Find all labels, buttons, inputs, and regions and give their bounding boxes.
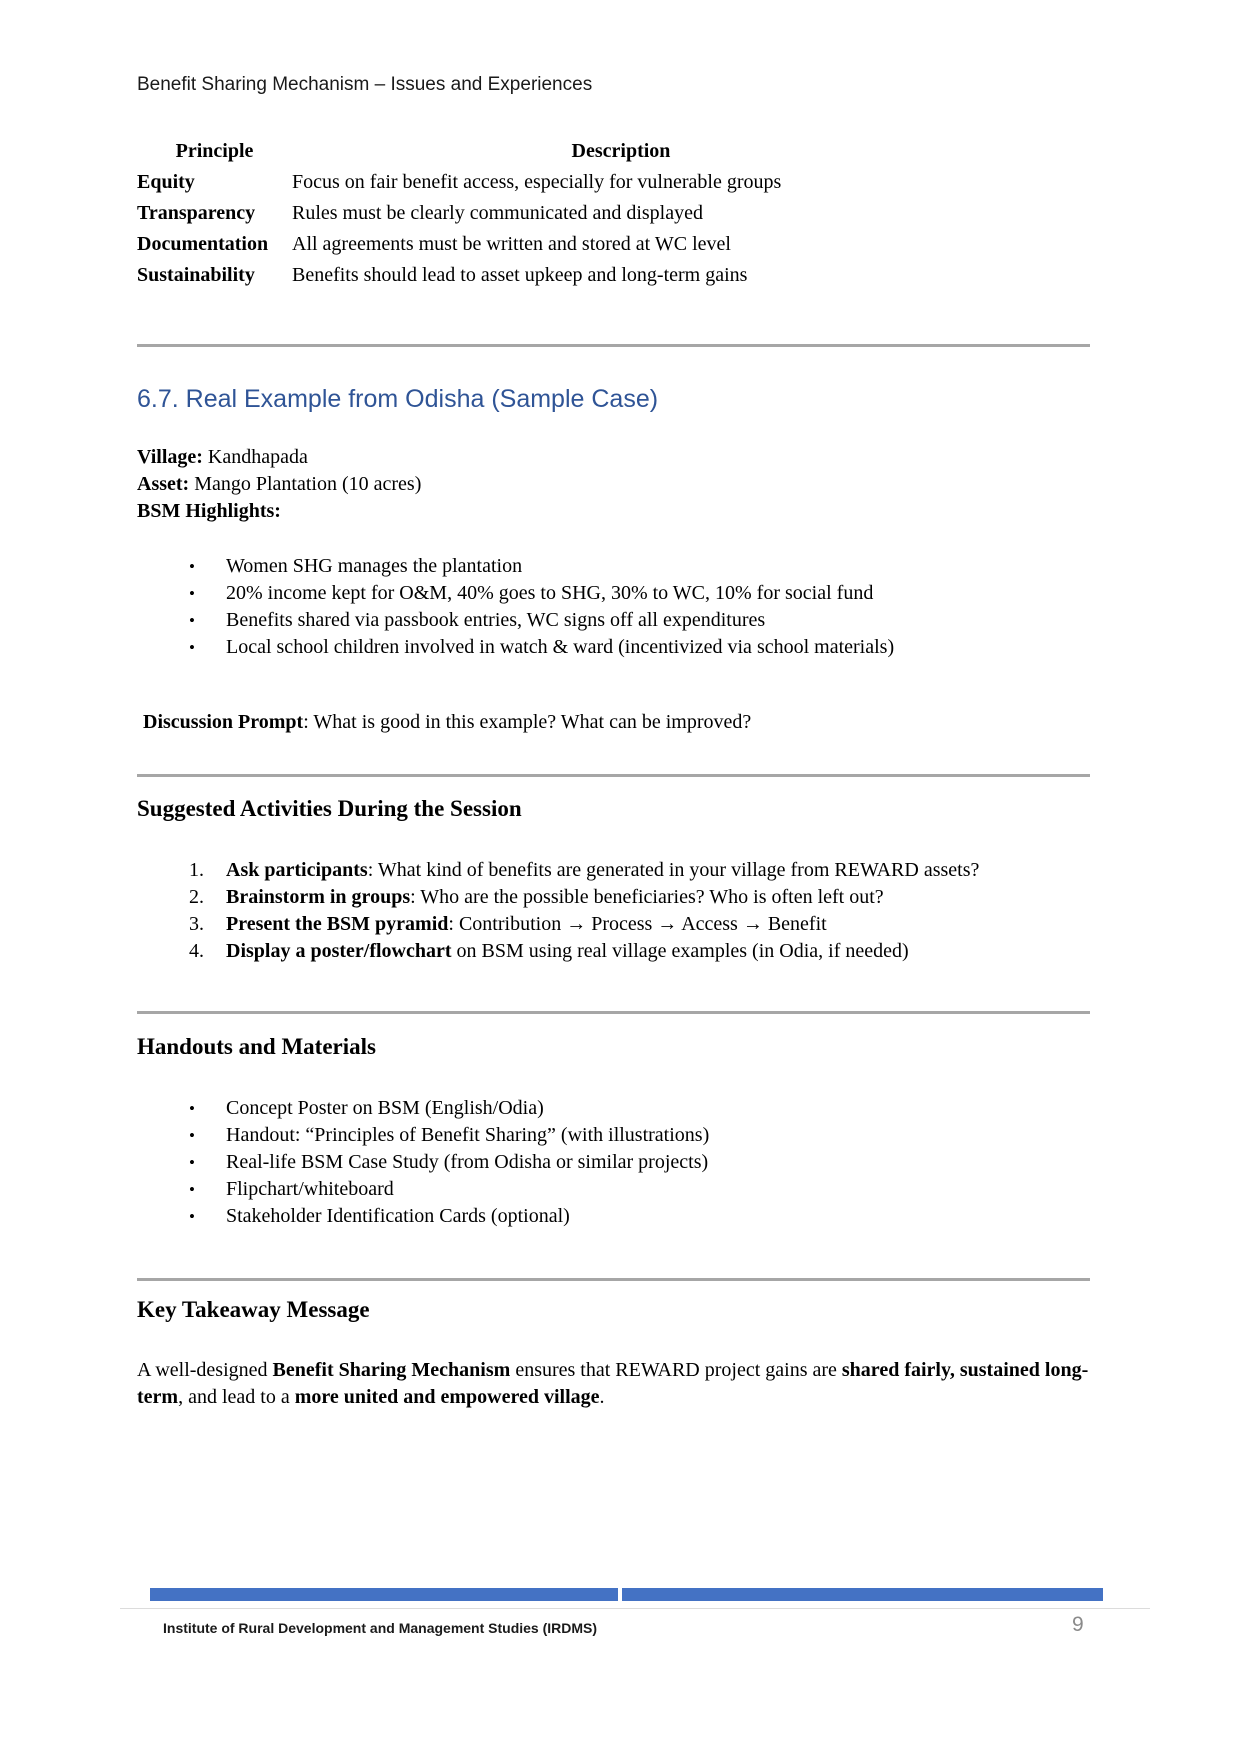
- list-item-text: Benefits shared via passbook entries, WC signs off all expenditures: [226, 609, 766, 631]
- list-item-text: [226, 884, 884, 911]
- footer-organization: Institute of Rural Development and Management Studies (IRDMS): [163, 1620, 598, 1636]
- table-row: [137, 229, 950, 260]
- table-row: [137, 260, 950, 291]
- list-item: [189, 553, 1090, 580]
- table-row: [137, 167, 950, 198]
- list-item: [189, 1203, 1090, 1230]
- list-item: [189, 1122, 1090, 1149]
- list-item-text: Stakeholder Identification Cards (optional): [226, 1205, 570, 1227]
- list-item-text: Women SHG manages the plantation: [226, 555, 523, 577]
- table-header-row: [137, 136, 950, 167]
- footer-accent-bar: [150, 1588, 1103, 1601]
- bullet-icon: •: [189, 1153, 195, 1172]
- bullet-icon: •: [189, 557, 195, 576]
- discussion-prompt-label: Discussion Prompt: [143, 711, 304, 733]
- asset-label: Asset:: [137, 473, 190, 495]
- section-divider: [137, 1011, 1090, 1014]
- footer-accent-bar-segment: [150, 1588, 618, 1601]
- takeaway-text: .: [599, 1386, 605, 1408]
- village-value: Kandhapada: [207, 446, 308, 468]
- takeaway-text-bold: more united and empowered village: [294, 1386, 600, 1408]
- description-cell: Rules must be clearly communicated and displayed: [292, 202, 703, 224]
- list-item-text: Handout: “Principles of Benefit Sharing” (with illustrations): [226, 1124, 710, 1146]
- list-item-text: [226, 938, 909, 965]
- list-number: 2.: [189, 886, 204, 908]
- footer-accent-bar-segment: [622, 1588, 1103, 1601]
- description-cell: Benefits should lead to asset upkeep and long-term gains: [292, 264, 748, 286]
- principles-table: [137, 136, 950, 291]
- page-content: [137, 0, 1090, 1411]
- section-heading-activities: Suggested Activities During the Session: [137, 796, 522, 821]
- section-heading-takeaway: Key Takeaway Message: [137, 1297, 370, 1322]
- list-item: [189, 580, 1090, 607]
- takeaway-text: , and lead to a: [178, 1386, 295, 1408]
- bullet-icon: •: [189, 1180, 195, 1199]
- list-item: [189, 634, 1090, 661]
- list-number: 3.: [189, 913, 204, 935]
- activities-list: [137, 857, 1090, 965]
- list-item-rest: : Who are the possible beneficiaries? Who is often left out?: [410, 886, 884, 908]
- asset-value: Mango Plantation (10 acres): [194, 473, 422, 495]
- list-item-text: Local school children involved in watch & ward (incentivized via school materials): [226, 636, 895, 658]
- principle-cell: Transparency: [137, 202, 256, 224]
- section-heading-odisha-example: 6.7. Real Example from Odisha (Sample Case): [137, 385, 659, 413]
- list-item-text: Real-life BSM Case Study (from Odisha or similar projects): [226, 1151, 709, 1173]
- takeaway-paragraph: [137, 1357, 1090, 1411]
- list-item: [189, 938, 1090, 965]
- list-number: 4.: [189, 940, 204, 962]
- section-divider: [137, 774, 1090, 777]
- asset-line: [137, 471, 1090, 498]
- bullet-icon: •: [189, 638, 195, 657]
- list-item-lead: Display a poster/flowchart: [226, 940, 452, 962]
- list-item-text: [226, 857, 979, 884]
- bullet-icon: •: [189, 1099, 195, 1118]
- list-item-text: 20% income kept for O&M, 40% goes to SHG, 30% to WC, 10% for social fund: [226, 582, 874, 604]
- list-item-rest: : What kind of benefits are generated in your village from REWARD assets?: [367, 859, 980, 881]
- list-item-lead: Ask participants: [226, 859, 368, 881]
- village-label: Village:: [137, 446, 203, 468]
- list-item-lead: Brainstorm in groups: [226, 886, 411, 908]
- takeaway-text: A well-designed: [137, 1359, 273, 1381]
- list-item-rest: : Contribution → Process → Access → Benefit: [448, 913, 827, 935]
- list-item: [189, 1176, 1090, 1203]
- bullet-icon: •: [189, 1126, 195, 1145]
- section-divider: [137, 1278, 1090, 1281]
- table-header-principle: Principle: [175, 140, 254, 162]
- list-item: [189, 911, 1090, 938]
- bullet-icon: •: [189, 1207, 195, 1226]
- list-number: 1.: [189, 859, 204, 881]
- table-row: [137, 198, 950, 229]
- bullet-icon: •: [189, 611, 195, 630]
- section-divider: [137, 344, 1090, 347]
- principle-cell: Equity: [137, 171, 195, 193]
- list-item-rest: on BSM using real village examples (in Odia, if needed): [451, 940, 909, 962]
- description-cell: Focus on fair benefit access, especially for vulnerable groups: [292, 171, 782, 193]
- list-item-lead: Present the BSM pyramid: [226, 913, 449, 935]
- list-item: [189, 1095, 1090, 1122]
- discussion-prompt-text: : What is good in this example? What can be improved?: [303, 711, 752, 733]
- example-details: [137, 444, 1090, 525]
- list-item: [189, 607, 1090, 634]
- bullet-icon: •: [189, 584, 195, 603]
- principle-cell: Sustainability: [137, 264, 255, 286]
- list-item: [189, 1149, 1090, 1176]
- list-item-text: [226, 911, 827, 938]
- document-header: Benefit Sharing Mechanism – Issues and Experiences: [137, 74, 593, 95]
- highlights-label: BSM Highlights:: [137, 500, 281, 522]
- page-number: 9: [1072, 1613, 1084, 1636]
- handouts-list: [137, 1095, 1090, 1230]
- list-item: [189, 857, 1090, 884]
- footer-divider: [120, 1608, 1150, 1609]
- highlights-label-line: [137, 498, 1090, 525]
- principle-cell: Documentation: [137, 233, 269, 255]
- list-item-text: Flipchart/whiteboard: [226, 1178, 394, 1200]
- list-item: [189, 884, 1090, 911]
- village-line: [137, 444, 1090, 471]
- takeaway-text-bold: Benefit Sharing Mechanism: [272, 1359, 511, 1381]
- takeaway-text-bold: shared fairly, sustained long-term: [137, 1359, 1089, 1408]
- list-item-text: Concept Poster on BSM (English/Odia): [226, 1097, 544, 1119]
- description-cell: All agreements must be written and stored at WC level: [292, 233, 731, 255]
- takeaway-text: ensures that REWARD project gains are: [510, 1359, 842, 1381]
- section-heading-handouts: Handouts and Materials: [137, 1034, 376, 1059]
- table-header-description: Description: [571, 140, 671, 162]
- bsm-highlights-list: [137, 553, 1090, 661]
- discussion-prompt: [137, 709, 1090, 736]
